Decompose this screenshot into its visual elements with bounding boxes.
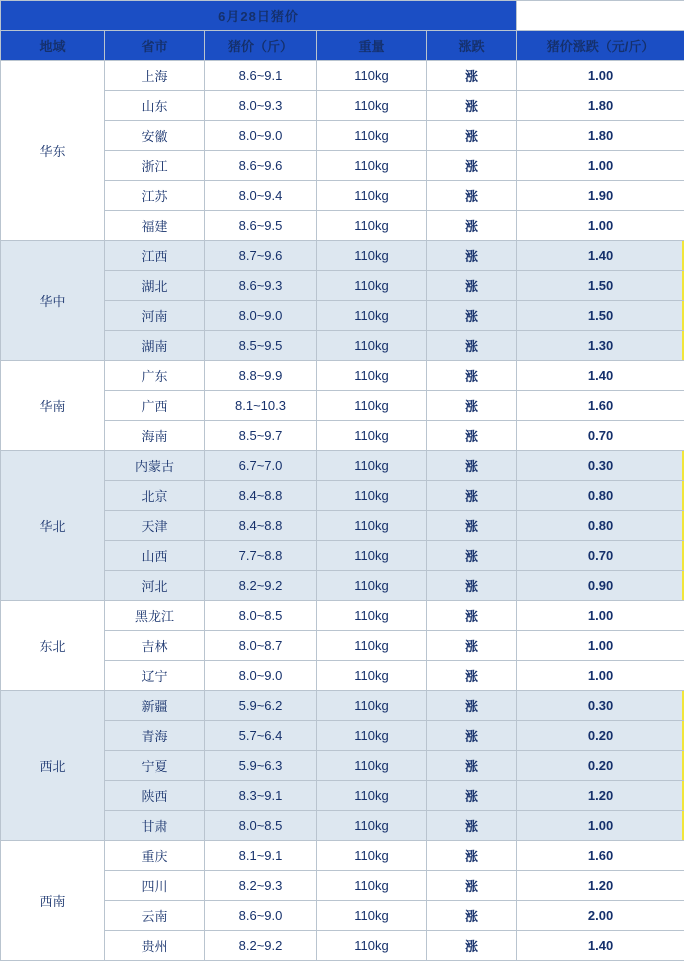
province-cell: 天津 (105, 511, 205, 541)
weight-cell: 110kg (317, 391, 427, 421)
updown-cell: 涨 (427, 481, 517, 511)
updown-cell: 涨 (427, 271, 517, 301)
region-cell: 西北 (1, 691, 105, 841)
weight-cell: 110kg (317, 61, 427, 91)
price-range-cell: 8.2~9.2 (205, 571, 317, 601)
updown-cell: 涨 (427, 931, 517, 961)
column-header-change: 猪价涨跌（元/斤） (517, 31, 684, 61)
price-change-cell: 1.30 (517, 331, 684, 361)
province-cell: 江西 (105, 241, 205, 271)
price-change-cell: 0.80 (517, 511, 684, 541)
price-change-cell: 0.70 (517, 541, 684, 571)
price-range-cell: 8.0~9.0 (205, 121, 317, 151)
price-range-cell: 8.0~9.0 (205, 301, 317, 331)
updown-cell: 涨 (427, 451, 517, 481)
updown-cell: 涨 (427, 721, 517, 751)
price-range-cell: 5.9~6.3 (205, 751, 317, 781)
updown-cell: 涨 (427, 661, 517, 691)
column-header-updown: 涨跌 (427, 31, 517, 61)
updown-cell: 涨 (427, 121, 517, 151)
region-cell: 华南 (1, 361, 105, 451)
price-change-cell: 1.40 (517, 241, 684, 271)
price-range-cell: 8.6~9.6 (205, 151, 317, 181)
province-cell: 甘肃 (105, 811, 205, 841)
price-change-cell: 1.50 (517, 301, 684, 331)
province-cell: 河南 (105, 301, 205, 331)
province-cell: 黑龙江 (105, 601, 205, 631)
price-range-cell: 7.7~8.8 (205, 541, 317, 571)
price-change-cell: 0.20 (517, 721, 684, 751)
updown-cell: 涨 (427, 361, 517, 391)
price-range-cell: 8.5~9.7 (205, 421, 317, 451)
price-range-cell: 8.5~9.5 (205, 331, 317, 361)
price-change-cell: 0.30 (517, 451, 684, 481)
price-change-cell: 1.40 (517, 361, 684, 391)
province-cell: 河北 (105, 571, 205, 601)
province-cell: 广西 (105, 391, 205, 421)
weight-cell: 110kg (317, 601, 427, 631)
table-body (1, 61, 684, 961)
weight-cell: 110kg (317, 121, 427, 151)
updown-cell: 涨 (427, 151, 517, 181)
weight-cell: 110kg (317, 901, 427, 931)
province-cell: 重庆 (105, 841, 205, 871)
updown-cell: 涨 (427, 871, 517, 901)
province-cell: 陕西 (105, 781, 205, 811)
weight-cell: 110kg (317, 361, 427, 391)
province-cell: 海南 (105, 421, 205, 451)
region-cell: 东北 (1, 601, 105, 691)
price-change-cell: 1.00 (517, 211, 684, 241)
province-cell: 北京 (105, 481, 205, 511)
table-row (1, 241, 684, 271)
province-cell: 云南 (105, 901, 205, 931)
price-change-cell: 1.90 (517, 181, 684, 211)
province-cell: 新疆 (105, 691, 205, 721)
page-title: 6月28日猪价 (1, 1, 517, 31)
price-range-cell: 8.0~9.0 (205, 661, 317, 691)
updown-cell: 涨 (427, 61, 517, 91)
price-range-cell: 8.0~8.5 (205, 811, 317, 841)
table-row (1, 841, 684, 871)
price-change-cell: 0.80 (517, 481, 684, 511)
weight-cell: 110kg (317, 721, 427, 751)
price-range-cell: 8.4~8.8 (205, 481, 317, 511)
price-change-cell: 1.20 (517, 781, 684, 811)
weight-cell: 110kg (317, 421, 427, 451)
updown-cell: 涨 (427, 241, 517, 271)
price-range-cell: 8.2~9.2 (205, 931, 317, 961)
price-change-cell: 1.00 (517, 661, 684, 691)
price-change-cell: 1.60 (517, 841, 684, 871)
province-cell: 青海 (105, 721, 205, 751)
price-range-cell: 8.0~9.3 (205, 91, 317, 121)
price-change-cell: 0.70 (517, 421, 684, 451)
weight-cell: 110kg (317, 181, 427, 211)
table-row (1, 361, 684, 391)
price-change-cell: 1.00 (517, 631, 684, 661)
price-change-cell: 1.00 (517, 601, 684, 631)
province-cell: 上海 (105, 61, 205, 91)
province-cell: 贵州 (105, 931, 205, 961)
updown-cell: 涨 (427, 331, 517, 361)
price-range-cell: 8.0~9.4 (205, 181, 317, 211)
weight-cell: 110kg (317, 301, 427, 331)
column-header-price: 猪价（斤） (205, 31, 317, 61)
price-change-cell: 1.50 (517, 271, 684, 301)
updown-cell: 涨 (427, 901, 517, 931)
weight-cell: 110kg (317, 661, 427, 691)
price-change-cell: 1.00 (517, 61, 684, 91)
region-cell: 华中 (1, 241, 105, 361)
price-change-cell: 1.60 (517, 391, 684, 421)
title-row (1, 1, 684, 31)
province-cell: 江苏 (105, 181, 205, 211)
weight-cell: 110kg (317, 571, 427, 601)
price-change-cell: 1.00 (517, 811, 684, 841)
price-change-cell: 1.80 (517, 121, 684, 151)
price-change-cell: 0.90 (517, 571, 684, 601)
column-header-province: 省市 (105, 31, 205, 61)
column-header-weight: 重量 (317, 31, 427, 61)
updown-cell: 涨 (427, 781, 517, 811)
province-cell: 吉林 (105, 631, 205, 661)
table-head (1, 1, 684, 61)
weight-cell: 110kg (317, 451, 427, 481)
price-range-cell: 8.4~8.8 (205, 511, 317, 541)
price-range-cell: 8.1~10.3 (205, 391, 317, 421)
province-cell: 福建 (105, 211, 205, 241)
updown-cell: 涨 (427, 511, 517, 541)
updown-cell: 涨 (427, 691, 517, 721)
weight-cell: 110kg (317, 811, 427, 841)
price-change-cell: 2.00 (517, 901, 684, 931)
updown-cell: 涨 (427, 811, 517, 841)
price-range-cell: 8.6~9.1 (205, 61, 317, 91)
weight-cell: 110kg (317, 781, 427, 811)
price-change-cell: 0.20 (517, 751, 684, 781)
province-cell: 安徽 (105, 121, 205, 151)
province-cell: 辽宁 (105, 661, 205, 691)
updown-cell: 涨 (427, 541, 517, 571)
updown-cell: 涨 (427, 571, 517, 601)
price-range-cell: 8.6~9.3 (205, 271, 317, 301)
price-change-cell: 1.40 (517, 931, 684, 961)
price-range-cell: 8.6~9.5 (205, 211, 317, 241)
province-cell: 浙江 (105, 151, 205, 181)
updown-cell: 涨 (427, 841, 517, 871)
province-cell: 山西 (105, 541, 205, 571)
price-change-cell: 1.20 (517, 871, 684, 901)
updown-cell: 涨 (427, 421, 517, 451)
updown-cell: 涨 (427, 751, 517, 781)
weight-cell: 110kg (317, 871, 427, 901)
weight-cell: 110kg (317, 841, 427, 871)
price-range-cell: 5.7~6.4 (205, 721, 317, 751)
weight-cell: 110kg (317, 631, 427, 661)
province-cell: 宁夏 (105, 751, 205, 781)
region-cell: 华东 (1, 61, 105, 241)
updown-cell: 涨 (427, 601, 517, 631)
province-cell: 内蒙古 (105, 451, 205, 481)
price-range-cell: 8.0~8.7 (205, 631, 317, 661)
price-change-cell: 0.30 (517, 691, 684, 721)
weight-cell: 110kg (317, 211, 427, 241)
weight-cell: 110kg (317, 151, 427, 181)
table-row (1, 61, 684, 91)
province-cell: 山东 (105, 91, 205, 121)
price-range-cell: 8.0~8.5 (205, 601, 317, 631)
header-row (1, 31, 684, 61)
province-cell: 四川 (105, 871, 205, 901)
weight-cell: 110kg (317, 511, 427, 541)
weight-cell: 110kg (317, 481, 427, 511)
title-spacer (517, 1, 684, 31)
updown-cell: 涨 (427, 301, 517, 331)
updown-cell: 涨 (427, 91, 517, 121)
updown-cell: 涨 (427, 211, 517, 241)
price-change-cell: 1.00 (517, 151, 684, 181)
region-cell: 西南 (1, 841, 105, 961)
price-change-cell: 1.80 (517, 91, 684, 121)
weight-cell: 110kg (317, 331, 427, 361)
table-row (1, 451, 684, 481)
weight-cell: 110kg (317, 931, 427, 961)
table-row (1, 691, 684, 721)
price-range-cell: 8.6~9.0 (205, 901, 317, 931)
price-range-cell: 8.7~9.6 (205, 241, 317, 271)
price-range-cell: 6.7~7.0 (205, 451, 317, 481)
price-range-cell: 8.2~9.3 (205, 871, 317, 901)
weight-cell: 110kg (317, 751, 427, 781)
region-cell: 华北 (1, 451, 105, 601)
column-header-region: 地域 (1, 31, 105, 61)
table-row (1, 601, 684, 631)
province-cell: 广东 (105, 361, 205, 391)
weight-cell: 110kg (317, 241, 427, 271)
weight-cell: 110kg (317, 91, 427, 121)
updown-cell: 涨 (427, 181, 517, 211)
updown-cell: 涨 (427, 631, 517, 661)
weight-cell: 110kg (317, 271, 427, 301)
weight-cell: 110kg (317, 691, 427, 721)
price-range-cell: 5.9~6.2 (205, 691, 317, 721)
province-cell: 湖北 (105, 271, 205, 301)
price-range-cell: 8.3~9.1 (205, 781, 317, 811)
updown-cell: 涨 (427, 391, 517, 421)
price-range-cell: 8.8~9.9 (205, 361, 317, 391)
province-cell: 湖南 (105, 331, 205, 361)
price-range-cell: 8.1~9.1 (205, 841, 317, 871)
weight-cell: 110kg (317, 541, 427, 571)
